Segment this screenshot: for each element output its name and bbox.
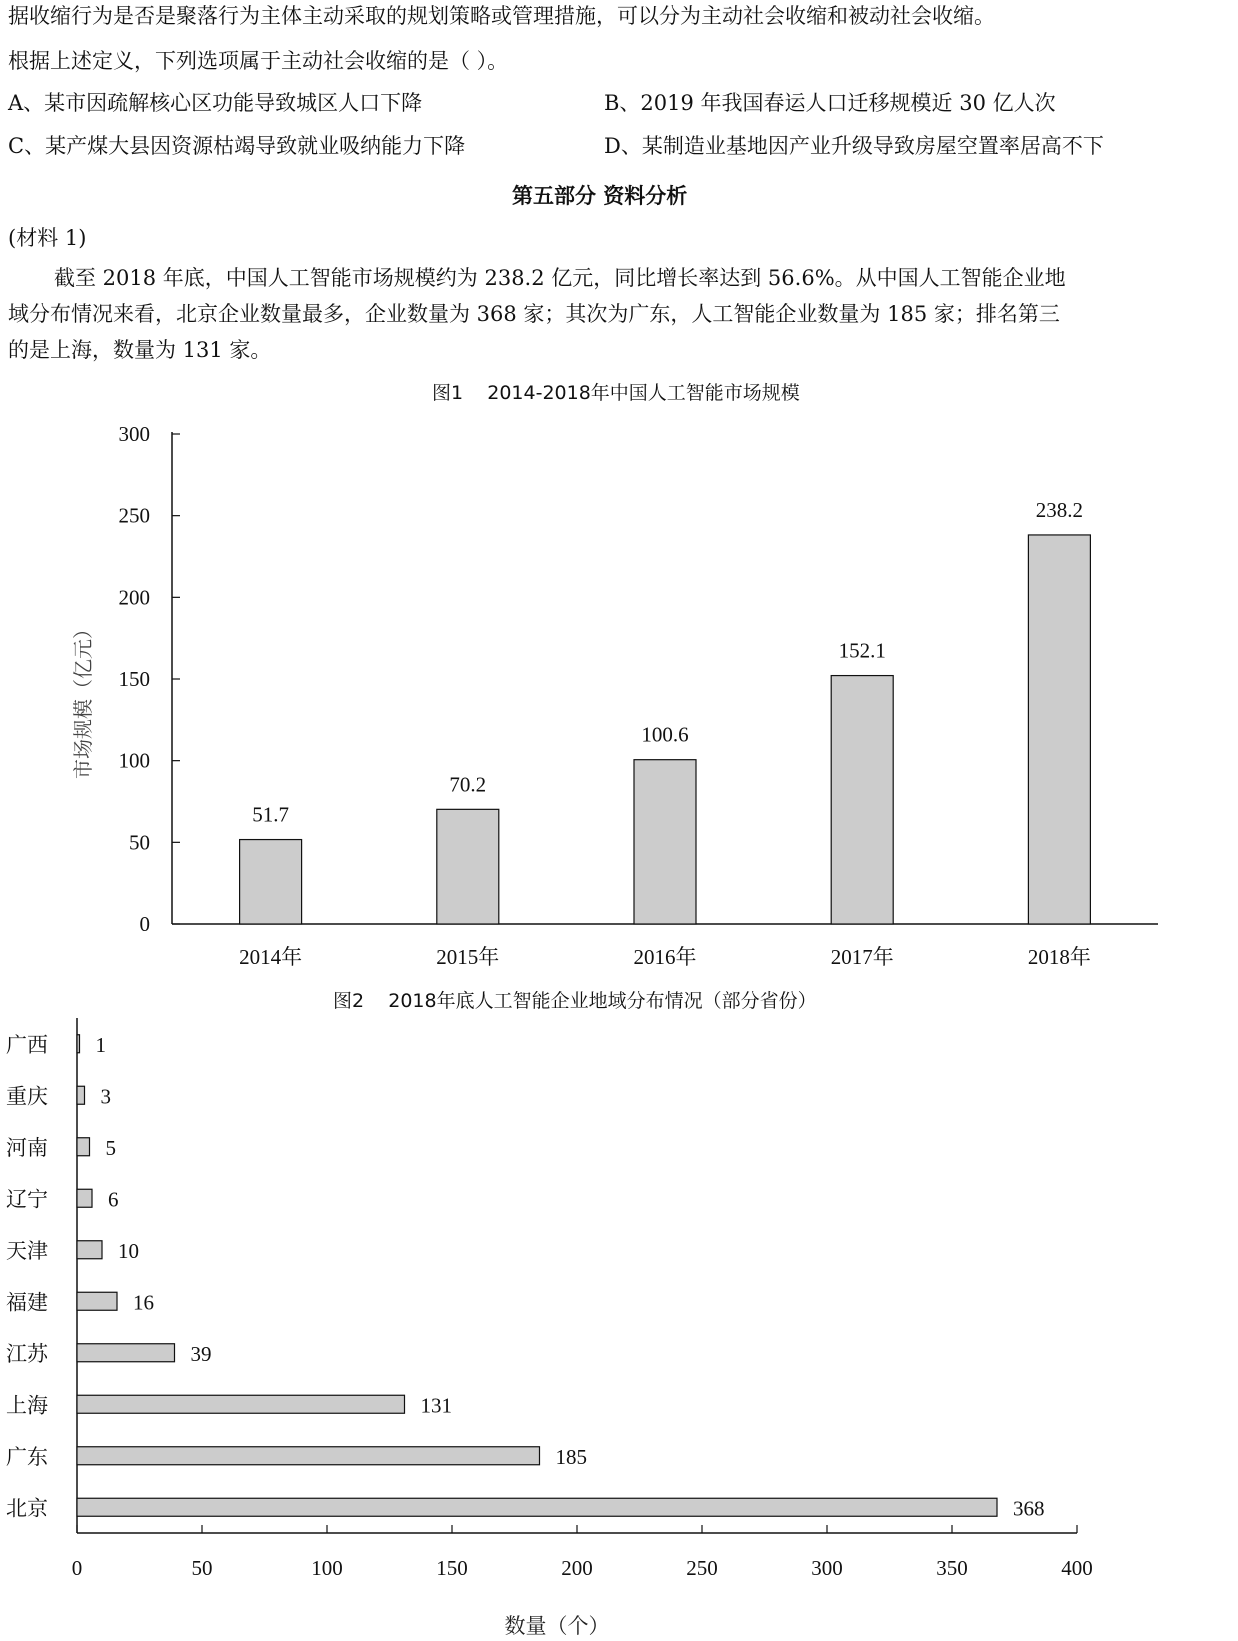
chart2-data-label: 16 bbox=[133, 1290, 154, 1315]
chart1-data-label: 100.6 bbox=[641, 722, 689, 747]
chart2-bar bbox=[77, 1086, 85, 1104]
chart2-x-tick-label: 0 bbox=[71, 1556, 83, 1580]
chart2-bar bbox=[77, 1292, 117, 1310]
chart2-x-tick-label: 200 bbox=[561, 1556, 593, 1580]
chart1-x-tick-label: 2017年 bbox=[830, 945, 894, 969]
chart2-x-axis-label: 数量（个） bbox=[504, 1614, 610, 1638]
paragraph-line-1: 截至 2018 年底，中国人工智能市场规模约为 238.2 亿元，同比增长率达到 56.6%。从中国人工智能企业地 bbox=[54, 266, 1066, 290]
chart2-x-tick-label: 100 bbox=[311, 1556, 343, 1580]
chart2-bar bbox=[77, 1447, 540, 1465]
chart2-category-label: 辽宁 bbox=[6, 1187, 48, 1212]
chart2-regional-distribution bbox=[0, 1015, 1238, 1641]
chart2-bar bbox=[77, 1344, 175, 1362]
chart2-x-tick-label: 250 bbox=[686, 1556, 718, 1580]
chart2-bar bbox=[77, 1189, 92, 1207]
chart2-x-tick-label: 150 bbox=[436, 1556, 468, 1580]
chart1-y-tick-label: 250 bbox=[118, 503, 150, 528]
chart2-category-label: 福建 bbox=[6, 1290, 48, 1315]
chart2-x-tick-label: 350 bbox=[936, 1556, 968, 1580]
section-title: 第五部分 资料分析 bbox=[512, 184, 688, 208]
chart2-data-label: 39 bbox=[190, 1341, 212, 1366]
question-line-1: 据收缩行为是否是聚落行为主体主动采取的规划策略或管理措施，可以分为主动社会收缩和被动社会收缩。 bbox=[8, 4, 995, 28]
chart2-title: 图2 2018年底人工智能企业地域分布情况（部分省份） bbox=[333, 990, 817, 1012]
chart1-bar bbox=[437, 809, 499, 924]
chart2-category-label: 河南 bbox=[6, 1135, 48, 1160]
chart1-bar bbox=[1028, 535, 1090, 924]
option-b: B、2019 年我国春运人口迁移规模近 30 亿人次 bbox=[604, 91, 1056, 115]
material-label: (材料 1) bbox=[8, 226, 87, 250]
chart2-data-label: 5 bbox=[105, 1135, 116, 1160]
chart2-x-tick-label: 50 bbox=[191, 1556, 213, 1580]
chart2-data-label: 131 bbox=[420, 1393, 452, 1418]
chart2-category-label: 广西 bbox=[6, 1032, 48, 1057]
chart1-bar bbox=[240, 840, 302, 924]
chart1-y-tick-label: 100 bbox=[118, 748, 150, 773]
chart2-x-tick-label: 400 bbox=[1061, 1556, 1093, 1580]
chart2-bar bbox=[77, 1395, 405, 1413]
chart1-title: 图1 2014-2018年中国人工智能市场规模 bbox=[432, 382, 800, 404]
chart1-y-tick-label: 200 bbox=[118, 585, 150, 610]
chart2-data-label: 10 bbox=[118, 1238, 139, 1263]
chart2-x-tick-label: 300 bbox=[811, 1556, 843, 1580]
chart2-data-label: 1 bbox=[95, 1032, 106, 1057]
chart1-y-tick-label: 50 bbox=[129, 830, 150, 855]
paragraph-line-2: 域分布情况来看，北京企业数量最多，企业数量为 368 家；其次为广东，人工智能企业数量为 185 家；排名第三 bbox=[8, 302, 1060, 326]
chart1-x-tick-label: 2014年 bbox=[239, 945, 303, 969]
chart1-y-tick-label: 150 bbox=[118, 667, 150, 691]
chart2-category-label: 上海 bbox=[6, 1393, 48, 1418]
chart1-market-size bbox=[0, 410, 1238, 980]
chart2-data-label: 185 bbox=[555, 1444, 587, 1469]
chart1-y-axis-label: 市场规模（亿元） bbox=[71, 619, 95, 779]
question-line-2: 根据上述定义，下列选项属于主动社会收缩的是（ ）。 bbox=[8, 49, 509, 73]
chart1-data-label: 51.7 bbox=[252, 802, 289, 827]
option-a: A、某市因疏解核心区功能导致城区人口下降 bbox=[8, 91, 423, 115]
chart2-data-label: 3 bbox=[100, 1084, 111, 1109]
chart2-bar bbox=[77, 1241, 102, 1259]
chart1-data-label: 152.1 bbox=[838, 638, 886, 663]
chart2-category-label: 广东 bbox=[6, 1444, 48, 1469]
chart1-x-tick-label: 2016年 bbox=[633, 945, 697, 969]
option-c: C、某产煤大县因资源枯竭导致就业吸纳能力下降 bbox=[8, 134, 466, 158]
chart2-category-label: 北京 bbox=[6, 1496, 48, 1521]
chart1-bar bbox=[831, 676, 893, 924]
paragraph-line-3: 的是上海，数量为 131 家。 bbox=[8, 338, 272, 362]
chart2-category-label: 江苏 bbox=[6, 1341, 48, 1366]
chart2-data-label: 6 bbox=[108, 1187, 119, 1212]
chart1-y-tick-label: 300 bbox=[118, 422, 150, 446]
option-d: D、某制造业基地因产业升级导致房屋空置率居高不下 bbox=[604, 134, 1104, 158]
chart1-y-tick-label: 0 bbox=[139, 912, 150, 936]
chart1-x-tick-label: 2015年 bbox=[436, 945, 500, 969]
chart2-bar bbox=[77, 1035, 80, 1053]
chart2-bar bbox=[77, 1138, 90, 1156]
chart2-bar bbox=[77, 1498, 997, 1516]
chart1-x-tick-label: 2018年 bbox=[1027, 945, 1091, 969]
chart2-category-label: 天津 bbox=[6, 1238, 48, 1263]
chart1-data-label: 238.2 bbox=[1035, 497, 1084, 522]
chart2-data-label: 368 bbox=[1013, 1496, 1045, 1521]
chart1-data-label: 70.2 bbox=[449, 772, 487, 797]
chart1-bar bbox=[634, 760, 696, 924]
chart2-category-label: 重庆 bbox=[6, 1084, 48, 1109]
